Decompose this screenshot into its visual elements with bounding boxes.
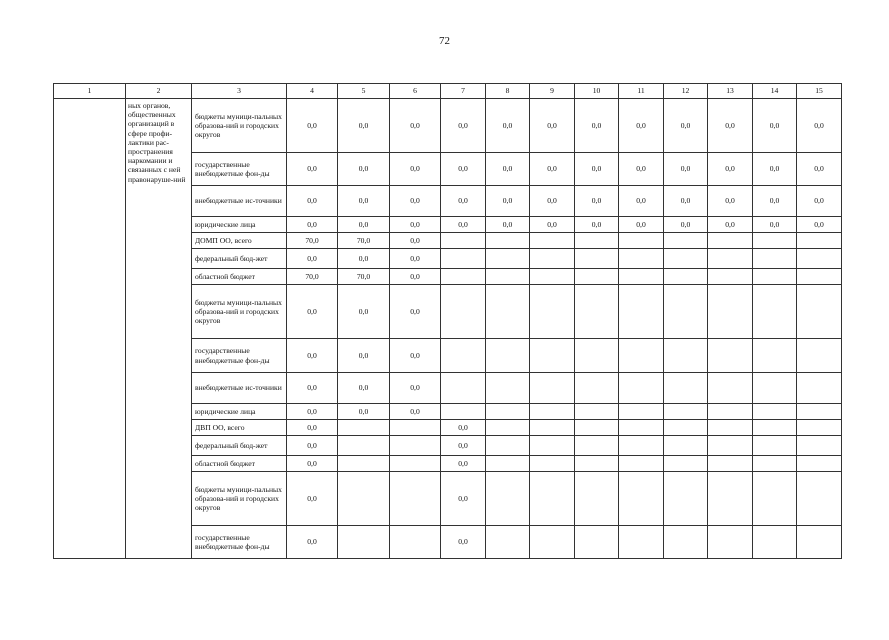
value-cell: [708, 420, 753, 436]
value-cell: [530, 420, 575, 436]
value-cell: [708, 285, 753, 339]
column-header: 15: [797, 84, 842, 99]
funding-source-label: юридические лица: [192, 404, 287, 420]
value-cell: [797, 285, 842, 339]
value-cell: 0,0: [575, 99, 619, 153]
funding-source-label: юридические лица: [192, 217, 287, 233]
value-cell: [575, 420, 619, 436]
value-cell: [530, 233, 575, 249]
budget-table: [53, 83, 842, 559]
value-cell: [486, 269, 530, 285]
value-cell: 0,0: [390, 217, 441, 233]
column-header: 2: [126, 84, 192, 99]
value-cell: [753, 339, 797, 373]
value-cell: [530, 456, 575, 472]
value-cell: 0,0: [486, 99, 530, 153]
value-cell: [619, 339, 664, 373]
value-cell: 0,0: [708, 217, 753, 233]
column-header: 12: [664, 84, 708, 99]
value-cell: [486, 249, 530, 269]
value-cell: 0,0: [486, 217, 530, 233]
value-cell: [664, 269, 708, 285]
value-cell: [753, 373, 797, 404]
value-cell: [797, 436, 842, 456]
value-cell: [390, 526, 441, 559]
value-cell: [708, 472, 753, 526]
funding-source-label: государственные внебюджетные фон-ды: [192, 526, 287, 559]
value-cell: [619, 373, 664, 404]
value-cell: [664, 456, 708, 472]
value-cell: [664, 404, 708, 420]
value-cell: 0,0: [441, 456, 486, 472]
value-cell: [486, 526, 530, 559]
value-cell: 0,0: [530, 153, 575, 186]
value-cell: 0,0: [753, 186, 797, 217]
value-cell: 0,0: [287, 249, 338, 269]
value-cell: 0,0: [664, 186, 708, 217]
value-cell: [753, 436, 797, 456]
value-cell: [530, 526, 575, 559]
value-cell: [619, 249, 664, 269]
value-cell: 70,0: [338, 233, 390, 249]
value-cell: [575, 436, 619, 456]
value-cell: [797, 526, 842, 559]
value-cell: [486, 373, 530, 404]
funding-source-label: ДОМП ОО, всего: [192, 233, 287, 249]
value-cell: [441, 285, 486, 339]
value-cell: 0,0: [530, 186, 575, 217]
value-cell: [575, 404, 619, 420]
column-1-cell: [54, 99, 126, 559]
value-cell: 0,0: [287, 456, 338, 472]
value-cell: 70,0: [287, 269, 338, 285]
value-cell: [486, 436, 530, 456]
value-cell: 0,0: [619, 186, 664, 217]
value-cell: 0,0: [708, 99, 753, 153]
value-cell: [486, 420, 530, 436]
value-cell: [338, 420, 390, 436]
value-cell: [530, 269, 575, 285]
value-cell: [664, 373, 708, 404]
value-cell: 0,0: [486, 153, 530, 186]
value-cell: 0,0: [486, 186, 530, 217]
value-cell: [664, 526, 708, 559]
value-cell: [486, 233, 530, 249]
value-cell: [797, 472, 842, 526]
value-cell: [708, 249, 753, 269]
value-cell: [486, 285, 530, 339]
value-cell: 0,0: [664, 217, 708, 233]
value-cell: 0,0: [338, 373, 390, 404]
value-cell: [441, 339, 486, 373]
value-cell: [797, 249, 842, 269]
value-cell: [708, 436, 753, 456]
value-cell: [753, 233, 797, 249]
value-cell: 0,0: [575, 186, 619, 217]
value-cell: [708, 456, 753, 472]
value-cell: 0,0: [390, 233, 441, 249]
column-header: 9: [530, 84, 575, 99]
value-cell: 0,0: [664, 153, 708, 186]
value-cell: 0,0: [338, 99, 390, 153]
value-cell: [619, 526, 664, 559]
value-cell: 0,0: [390, 269, 441, 285]
value-cell: 0,0: [664, 99, 708, 153]
value-cell: [797, 373, 842, 404]
funding-source-label: государственные внебюджетные фон-ды: [192, 153, 287, 186]
column-header: 4: [287, 84, 338, 99]
column-header: 7: [441, 84, 486, 99]
header-row: [54, 84, 842, 99]
value-cell: 0,0: [287, 285, 338, 339]
value-cell: [797, 404, 842, 420]
value-cell: [664, 420, 708, 436]
value-cell: 0,0: [390, 249, 441, 269]
value-cell: [664, 436, 708, 456]
value-cell: 0,0: [575, 217, 619, 233]
column-header: 8: [486, 84, 530, 99]
value-cell: 0,0: [619, 153, 664, 186]
value-cell: 0,0: [441, 420, 486, 436]
value-cell: [797, 269, 842, 285]
value-cell: [441, 233, 486, 249]
value-cell: [575, 269, 619, 285]
value-cell: 0,0: [338, 285, 390, 339]
value-cell: 0,0: [287, 472, 338, 526]
value-cell: 0,0: [797, 99, 842, 153]
value-cell: [708, 233, 753, 249]
value-cell: [708, 339, 753, 373]
column-header: 14: [753, 84, 797, 99]
value-cell: 0,0: [797, 153, 842, 186]
value-cell: 0,0: [708, 153, 753, 186]
value-cell: [753, 526, 797, 559]
value-cell: 0,0: [390, 339, 441, 373]
value-cell: [708, 269, 753, 285]
value-cell: 0,0: [287, 404, 338, 420]
value-cell: 0,0: [441, 217, 486, 233]
value-cell: [530, 285, 575, 339]
value-cell: [575, 472, 619, 526]
value-cell: 0,0: [441, 186, 486, 217]
funding-source-label: федеральный бюд-жет: [192, 249, 287, 269]
value-cell: [575, 373, 619, 404]
value-cell: 0,0: [287, 436, 338, 456]
value-cell: 0,0: [753, 217, 797, 233]
value-cell: 0,0: [390, 99, 441, 153]
value-cell: 0,0: [390, 373, 441, 404]
value-cell: [753, 269, 797, 285]
value-cell: 0,0: [287, 99, 338, 153]
value-cell: 0,0: [797, 217, 842, 233]
funding-source-label: внебюджетные ис-точники: [192, 186, 287, 217]
value-cell: [664, 249, 708, 269]
value-cell: [797, 233, 842, 249]
value-cell: 0,0: [441, 472, 486, 526]
value-cell: [486, 404, 530, 420]
value-cell: 70,0: [287, 233, 338, 249]
value-cell: [486, 472, 530, 526]
column-header: 6: [390, 84, 441, 99]
value-cell: 0,0: [338, 339, 390, 373]
value-cell: 0,0: [287, 153, 338, 186]
value-cell: [338, 526, 390, 559]
value-cell: 0,0: [338, 153, 390, 186]
value-cell: [338, 456, 390, 472]
value-cell: [575, 339, 619, 373]
value-cell: 0,0: [441, 526, 486, 559]
value-cell: [575, 456, 619, 472]
value-cell: 0,0: [287, 186, 338, 217]
value-cell: 0,0: [287, 339, 338, 373]
value-cell: [619, 285, 664, 339]
value-cell: 0,0: [338, 186, 390, 217]
value-cell: [575, 249, 619, 269]
value-cell: [530, 404, 575, 420]
funding-source-label: бюджеты муници-пальных образова-ний и городских округов: [192, 99, 287, 153]
value-cell: 0,0: [287, 526, 338, 559]
page-number: 72: [439, 35, 450, 47]
value-cell: [753, 249, 797, 269]
value-cell: 0,0: [619, 217, 664, 233]
value-cell: 0,0: [287, 420, 338, 436]
column-header: 11: [619, 84, 664, 99]
value-cell: [753, 404, 797, 420]
value-cell: [530, 373, 575, 404]
value-cell: 0,0: [797, 186, 842, 217]
value-cell: [486, 456, 530, 472]
value-cell: [486, 339, 530, 373]
value-cell: [338, 472, 390, 526]
value-cell: [390, 472, 441, 526]
column-header: 3: [192, 84, 287, 99]
value-cell: 0,0: [441, 153, 486, 186]
value-cell: [619, 420, 664, 436]
value-cell: 70,0: [338, 269, 390, 285]
value-cell: [797, 420, 842, 436]
value-cell: [664, 472, 708, 526]
column-header: 10: [575, 84, 619, 99]
funding-source-label: внебюджетные ис-точники: [192, 373, 287, 404]
column-header: 1: [54, 84, 126, 99]
value-cell: [664, 339, 708, 373]
value-cell: [619, 456, 664, 472]
value-cell: 0,0: [575, 153, 619, 186]
value-cell: [575, 285, 619, 339]
value-cell: 0,0: [619, 99, 664, 153]
value-cell: [441, 249, 486, 269]
value-cell: [664, 285, 708, 339]
value-cell: [619, 472, 664, 526]
value-cell: [753, 285, 797, 339]
value-cell: [530, 339, 575, 373]
value-cell: [530, 472, 575, 526]
value-cell: [708, 526, 753, 559]
value-cell: 0,0: [708, 186, 753, 217]
value-cell: [753, 456, 797, 472]
value-cell: 0,0: [530, 217, 575, 233]
value-cell: [619, 233, 664, 249]
funding-source-label: ДВП ОО, всего: [192, 420, 287, 436]
table-row: [54, 99, 842, 153]
value-cell: [753, 472, 797, 526]
value-cell: 0,0: [287, 217, 338, 233]
funding-source-label: бюджеты муници-пальных образова-ний и городских округов: [192, 472, 287, 526]
value-cell: 0,0: [753, 153, 797, 186]
funding-source-label: федеральный бюд-жет: [192, 436, 287, 456]
value-cell: 0,0: [287, 373, 338, 404]
value-cell: [441, 269, 486, 285]
value-cell: 0,0: [390, 285, 441, 339]
value-cell: [619, 436, 664, 456]
value-cell: [441, 373, 486, 404]
value-cell: [664, 233, 708, 249]
funding-source-label: бюджеты муници-пальных образова-ний и городских округов: [192, 285, 287, 339]
value-cell: 0,0: [390, 153, 441, 186]
value-cell: [753, 420, 797, 436]
value-cell: [530, 249, 575, 269]
value-cell: [530, 436, 575, 456]
value-cell: [575, 233, 619, 249]
column-header: 13: [708, 84, 753, 99]
value-cell: [708, 404, 753, 420]
value-cell: 0,0: [338, 249, 390, 269]
value-cell: 0,0: [390, 404, 441, 420]
funding-source-label: областной бюджет: [192, 269, 287, 285]
value-cell: [619, 404, 664, 420]
value-cell: 0,0: [390, 186, 441, 217]
value-cell: 0,0: [530, 99, 575, 153]
value-cell: [390, 436, 441, 456]
value-cell: 0,0: [441, 436, 486, 456]
responsible-description: ных органов, общественных организаций в сфере профи-лактики рас-пространения наркомании и связанных с ней правонаруше-ний: [126, 99, 192, 559]
value-cell: 0,0: [338, 404, 390, 420]
value-cell: [619, 269, 664, 285]
column-header: 5: [338, 84, 390, 99]
value-cell: [708, 373, 753, 404]
value-cell: [338, 436, 390, 456]
value-cell: 0,0: [441, 99, 486, 153]
value-cell: [797, 456, 842, 472]
funding-source-label: государственные внебюджетные фон-ды: [192, 339, 287, 373]
value-cell: [441, 404, 486, 420]
value-cell: [390, 456, 441, 472]
value-cell: 0,0: [338, 217, 390, 233]
value-cell: [575, 526, 619, 559]
value-cell: 0,0: [753, 99, 797, 153]
value-cell: [797, 339, 842, 373]
funding-source-label: областной бюджет: [192, 456, 287, 472]
value-cell: [390, 420, 441, 436]
